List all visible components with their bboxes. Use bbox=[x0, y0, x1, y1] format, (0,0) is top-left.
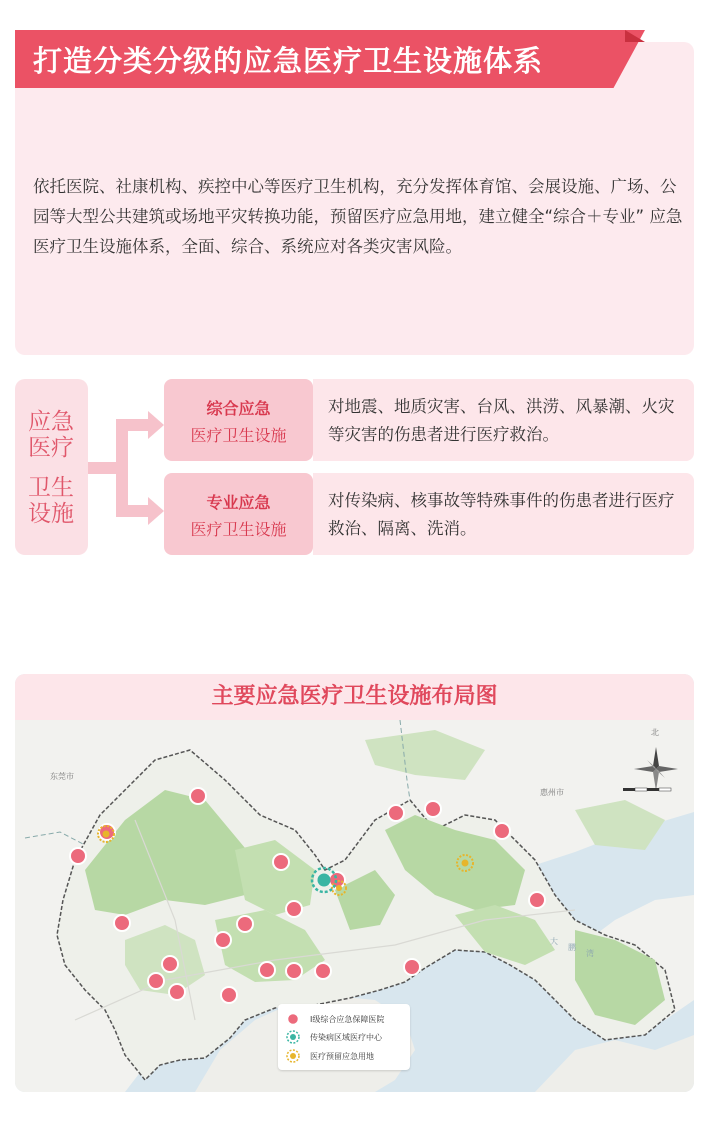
sea-label-char: 大 bbox=[550, 937, 558, 946]
side-label-line-1: 应急 bbox=[28, 409, 74, 435]
legend-item bbox=[286, 1047, 374, 1065]
map-legend bbox=[278, 1004, 410, 1070]
legend-item bbox=[286, 1010, 384, 1028]
hospital-marker bbox=[315, 963, 331, 979]
side-label-line-4: 设施 bbox=[28, 501, 74, 527]
hospital-marker bbox=[286, 901, 302, 917]
hospital-marker bbox=[273, 854, 289, 870]
page-title: 打造分类分级的应急医疗卫生设施体系 bbox=[33, 44, 544, 78]
hospital-marker bbox=[286, 963, 302, 979]
hospital-marker bbox=[237, 916, 253, 932]
legend-label: 传染病区域医疗中心 bbox=[310, 1032, 382, 1042]
reserved-land-marker bbox=[462, 860, 469, 867]
category-description: 对地震、地质灾害、台风、洪涝、风暴潮、火灾等灾害的伤患者进行医疗救治。 bbox=[328, 397, 675, 444]
reserved-land-marker-icon bbox=[286, 1049, 300, 1063]
hospital-marker bbox=[494, 823, 510, 839]
category-subtitle: 医疗卫生设施 bbox=[190, 520, 287, 539]
island bbox=[535, 1035, 694, 1092]
hospital-marker bbox=[404, 959, 420, 975]
system-side-label bbox=[15, 379, 88, 555]
category-subtitle: 医疗卫生设施 bbox=[190, 426, 287, 445]
category-comprehensive bbox=[164, 379, 313, 461]
label-dongguan: 东莞市 bbox=[50, 772, 74, 781]
label-huizhou: 惠州市 bbox=[540, 788, 564, 797]
hospital-marker bbox=[221, 987, 237, 1003]
branch-connector bbox=[88, 405, 168, 530]
category-title: 专业应急 bbox=[206, 493, 271, 512]
compass-north-label: 北 bbox=[651, 728, 659, 737]
legend-label: Ⅰ级综合应急保障医院 bbox=[310, 1014, 385, 1024]
hospital-marker bbox=[215, 932, 231, 948]
map-title: 主要应急医疗卫生设施布局图 bbox=[211, 684, 498, 709]
hospital-marker bbox=[259, 962, 275, 978]
hospital-marker bbox=[190, 788, 206, 804]
category-title: 综合应急 bbox=[206, 399, 271, 418]
sea-label-char: 鹏 bbox=[568, 943, 576, 952]
hospital-marker bbox=[148, 973, 164, 989]
infectious-center-marker-icon bbox=[286, 1030, 300, 1044]
intro-text: 依托医院、社康机构、疾控中心等医疗卫生机构，充分发挥体育馆、会展设施、广场、公园等大型公共建筑或场地平灾转换功能，预留医疗应急用地，建立健全“综合＋专业” 应急医疗卫生设施体系，全面、综合、系统应对各类灾害风险。 bbox=[33, 177, 683, 256]
hospital-marker bbox=[425, 801, 441, 817]
reserved-land-marker bbox=[336, 885, 342, 891]
category-description-box bbox=[313, 379, 694, 461]
map-header bbox=[15, 674, 694, 720]
hospital-marker bbox=[162, 956, 178, 972]
legend-item bbox=[286, 1028, 382, 1046]
side-label-line-2: 医疗 bbox=[28, 435, 74, 461]
side-label-line-3: 卫生 bbox=[28, 475, 74, 501]
category-description-box bbox=[313, 473, 694, 555]
sea-label-char: 湾 bbox=[586, 949, 594, 958]
hospital-marker bbox=[114, 915, 130, 931]
category-description: 对传染病、核事故等特殊事件的伤患者进行医疗救治、隔离、洗消。 bbox=[328, 491, 675, 538]
category-specialized bbox=[164, 473, 313, 555]
hospital-marker bbox=[169, 984, 185, 1000]
hospital-marker bbox=[388, 805, 404, 821]
scale-bar bbox=[623, 788, 671, 791]
hospital-marker-icon bbox=[286, 1012, 300, 1026]
hospital-marker bbox=[529, 892, 545, 908]
hospital-marker bbox=[70, 848, 86, 864]
legend-label: 医疗预留应急用地 bbox=[310, 1051, 374, 1061]
reserved-land-marker bbox=[103, 831, 110, 838]
